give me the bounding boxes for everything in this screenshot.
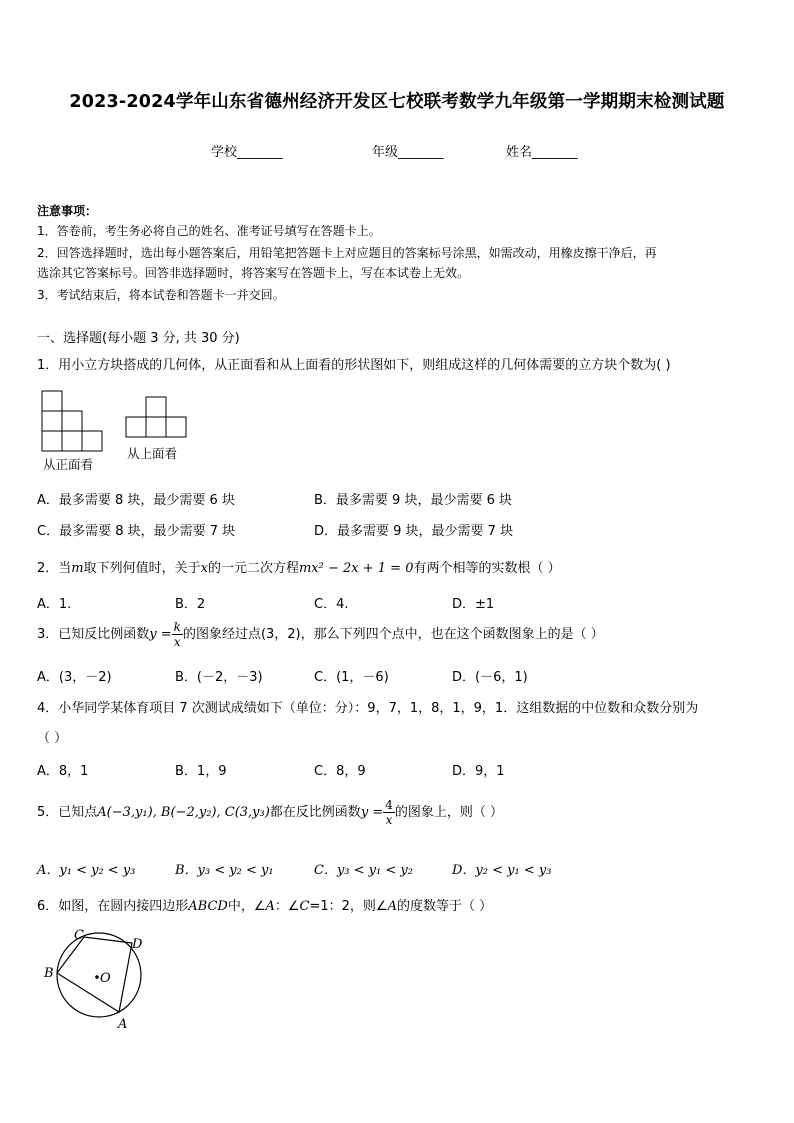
question-6: 6．如图，在圆内接四边形ABCD中，∠A：∠C=1：2，则∠A的度数等于（ ） [37,899,493,914]
label-b: B [44,966,54,981]
front-view-label: 从正面看 [43,457,94,472]
name-field: 姓名_______ [506,145,578,160]
label-d: D [132,937,143,952]
q2-option-b: B．2 [175,597,206,612]
label-a: A [118,1017,128,1032]
top-view-label: 从上面看 [127,446,178,461]
q1-option-a: A．最多需要 8 块，最少需要 6 块 [37,493,235,508]
q4-option-a: A．8，1 [37,764,89,779]
question-4-line-1: 4．小华同学某体育项目 7 次测试成绩如下（单位：分）：9，7，1，8，1，9，1．这组数据的中位数和众数分别为 [37,701,699,716]
note-2b: 选涂其它答案标号。回答非选择题时，将答案写在答题卡上，写在本试卷上无效。 [37,266,470,280]
fraction-4-over-x: $\frac{4}{x}$ [385,798,393,827]
q2-option-a: A．1. [37,597,72,612]
question-1: 1．用小立方块搭成的几何体，从正面看和从上面看的形状图如下，则组成这样的几何体需要的立方块个数为( ) [37,358,671,373]
circle-quadrilateral-figure [36,925,151,1035]
q5-option-c: C．y₃ < y₁ < y₂ [314,863,413,878]
section-heading: 一、选择题(每小题 3 分, 共 30 分) [37,331,240,346]
question-4-line-2: （ ） [37,731,68,746]
q1-option-d: D．最多需要 9 块，最少需要 7 块 [314,524,514,539]
q1-option-c: C．最多需要 8 块，最少需要 7 块 [37,524,236,539]
q1-option-b: B．最多需要 9 块，最少需要 6 块 [314,493,512,508]
q5-option-d: D．y₂ < y₁ < y₃ [452,863,552,878]
q3-option-a: A．(3，－2) [37,670,112,685]
note-2a: 2．回答选择题时，选出每小题答案后，用铅笔把答题卡上对应题目的答案标号涂黑，如需改动，用橡皮擦干净后，再 [37,246,657,260]
q4-option-d: D．9，1 [452,764,505,779]
label-o: O [100,971,111,986]
circle [57,933,141,1017]
grade-field: 年级_______ [372,145,444,160]
school-field: 学校_______ [211,145,283,160]
top-view-figure [123,395,193,441]
quadrilateral-abcd [57,937,132,1012]
q2-option-d: D．±1 [452,597,495,612]
notes-heading: 注意事项： [37,204,98,218]
center-point [95,975,99,979]
front-view-figure [40,389,110,455]
q4-option-b: B．1，9 [175,764,227,779]
question-5: 5．已知点A(−3,y₁), B(−2,y₂), C(3,y₃)都在反比例函数y = $\frac{4}{x}$ 的图象上，则（ ） [37,798,503,827]
q5-option-a: A．y₁ < y₂ < y₃ [37,863,136,878]
question-2: 2．当m取下列何值时，关于x的一元二次方程mx² − 2x + 1 = 0有两个相等的实数根（ ） [37,561,561,576]
note-3: 3．考试结束后，将本试卷和答题卡一并交回。 [37,288,285,302]
label-c: C [74,928,84,943]
q5-option-b: B．y₃ < y₂ < y₁ [175,863,274,878]
q2-option-c: C．4. [314,597,349,612]
q3-option-c: C．(1，－6) [314,670,389,685]
q3-option-b: B．(－2，－3) [175,670,263,685]
fraction-k-over-x: $\frac{k}{x}$ [173,620,181,649]
question-3: 3．已知反比例函数y = $\frac{k}{x}$ 的图象经过点(3，2)，那么下列四个点中，也在这个函数图象上的是（ ） [37,620,604,649]
q4-option-c: C．8，9 [314,764,366,779]
page-title: 2023-2024学年山东省德州经济开发区七校联考数学九年级第一学期期末检测试题 [69,92,725,112]
note-1: 1．答卷前，考生务必将自己的姓名、准考证号填写在答题卡上。 [37,224,381,238]
q3-option-d: D．(－6，1) [452,670,528,685]
